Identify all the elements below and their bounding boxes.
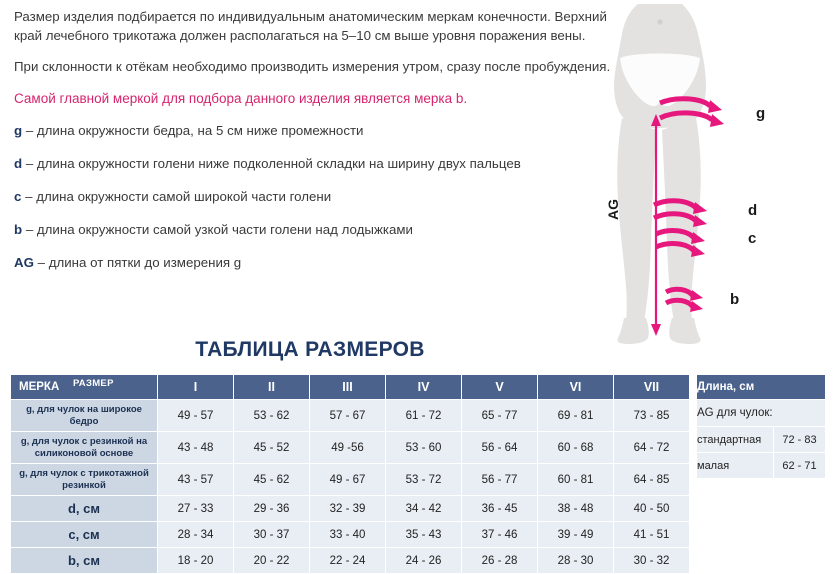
definition-key-g: g xyxy=(14,123,23,138)
definition-key-c: c xyxy=(14,189,22,204)
length-row-name-small: малая xyxy=(697,453,774,479)
table-corner-header xyxy=(11,375,158,400)
length-row-name-standard: стандартная xyxy=(697,427,774,453)
definition-key-d: d xyxy=(14,156,23,171)
row-label-g-wide: g, для чулок на широкое бедро xyxy=(11,400,158,432)
length-table-sub-row xyxy=(697,400,826,427)
cell-r1-c5: 60 - 68 xyxy=(538,432,614,464)
cell-r3-c2: 32 - 39 xyxy=(310,496,386,522)
cell-r0-c2: 57 - 67 xyxy=(310,400,386,432)
cell-r3-c6: 40 - 50 xyxy=(614,496,690,522)
length-row-value-standard: 72 - 83 xyxy=(774,427,826,453)
table-row xyxy=(11,464,690,496)
definition-text-c: – длина окружности самой широкой части голени xyxy=(21,189,332,204)
cell-r5-c0: 18 - 20 xyxy=(158,548,234,574)
definition-key-ag: AG xyxy=(14,255,34,270)
corner-label-razmer: РАЗМЕР xyxy=(73,378,114,389)
cell-r0-c0: 49 - 57 xyxy=(158,400,234,432)
cell-r4-c2: 33 - 40 xyxy=(310,522,386,548)
cell-r0-c1: 53 - 62 xyxy=(234,400,310,432)
cell-r2-c0: 43 - 57 xyxy=(158,464,234,496)
cell-r0-c4: 65 - 77 xyxy=(462,400,538,432)
cell-r1-c4: 56 - 64 xyxy=(462,432,538,464)
cell-r1-c3: 53 - 60 xyxy=(386,432,462,464)
cell-r3-c0: 27 - 33 xyxy=(158,496,234,522)
length-table xyxy=(696,374,826,479)
cell-r2-c4: 56 - 77 xyxy=(462,464,538,496)
paragraph-2: При склонности к отёкам необходимо производить измерения утром, сразу после пробуждения. xyxy=(14,59,611,74)
length-table-header: Длина, см xyxy=(697,375,826,400)
definition-text-g: – длина окружности бедра, на 5 см ниже промежности xyxy=(22,123,364,138)
accent-note: Самой главной меркой для подбора данного изделия является мерка b. xyxy=(14,90,468,106)
cell-r2-c3: 53 - 72 xyxy=(386,464,462,496)
column-header-6: VI xyxy=(538,375,614,400)
cell-r1-c6: 64 - 72 xyxy=(614,432,690,464)
table-row xyxy=(11,522,690,548)
definition-text-ag: – длина от пятки до измерения g xyxy=(33,255,242,270)
cell-r0-c3: 61 - 72 xyxy=(386,400,462,432)
cell-r2-c1: 45 - 62 xyxy=(234,464,310,496)
table-title: ТАБЛИЦА РАЗМЕРОВ xyxy=(195,338,425,361)
cell-r2-c5: 60 - 81 xyxy=(538,464,614,496)
column-header-1: I xyxy=(158,375,234,400)
paragraph-1: Размер изделия подбирается по индивидуальным анатомическим меркам конечности. Верхний край лечебного трикотажа должен располагаться на 5–10 см выше уровня поражения вены. xyxy=(14,9,607,43)
length-table-header-row xyxy=(697,375,826,400)
column-header-4: IV xyxy=(386,375,462,400)
figure-label-g: g xyxy=(756,105,766,122)
table-row xyxy=(697,453,826,479)
leg-measurement-diagram xyxy=(530,0,836,348)
cell-r5-c6: 30 - 32 xyxy=(614,548,690,574)
definition-ag xyxy=(14,254,614,272)
cell-r0-c5: 69 - 81 xyxy=(538,400,614,432)
row-label-g-knit: g, для чулок с трикотажной резинкой xyxy=(11,464,158,496)
cell-r3-c1: 29 - 36 xyxy=(234,496,310,522)
cell-r4-c4: 37 - 46 xyxy=(462,522,538,548)
cell-r2-c2: 49 - 67 xyxy=(310,464,386,496)
column-header-3: III xyxy=(310,375,386,400)
row-label-d: d, см xyxy=(11,496,158,522)
figure-label-d: d xyxy=(748,202,758,219)
table-row xyxy=(11,548,690,574)
definition-b xyxy=(14,221,614,239)
cell-r4-c0: 28 - 34 xyxy=(158,522,234,548)
cell-r1-c0: 43 - 48 xyxy=(158,432,234,464)
cell-r3-c3: 34 - 42 xyxy=(386,496,462,522)
cell-r5-c1: 20 - 22 xyxy=(234,548,310,574)
definition-text-d: – длина окружности голени ниже подколенной складки на ширину двух пальцев xyxy=(22,156,521,171)
cell-r1-c1: 45 - 52 xyxy=(234,432,310,464)
length-table-subheader: AG для чулок: xyxy=(697,400,826,427)
cell-r5-c3: 24 - 26 xyxy=(386,548,462,574)
definition-key-b: b xyxy=(14,222,23,237)
cell-r5-c2: 22 - 24 xyxy=(310,548,386,574)
column-header-5: V xyxy=(462,375,538,400)
row-label-c: c, см xyxy=(11,522,158,548)
table-row xyxy=(11,400,690,432)
cell-r1-c2: 49 -56 xyxy=(310,432,386,464)
cell-r5-c5: 28 - 30 xyxy=(538,548,614,574)
table-row xyxy=(697,427,826,453)
cell-r4-c3: 35 - 43 xyxy=(386,522,462,548)
figure-label-ag: AG xyxy=(605,199,621,220)
cell-r4-c5: 39 - 49 xyxy=(538,522,614,548)
figure-label-c: c xyxy=(748,230,757,247)
definition-d xyxy=(14,155,614,173)
definition-g xyxy=(14,122,614,140)
cell-r0-c6: 73 - 85 xyxy=(614,400,690,432)
cell-r3-c5: 38 - 48 xyxy=(538,496,614,522)
table-row xyxy=(11,432,690,464)
row-label-g-silicone: g, для чулок с резинкой на силиконовой основе xyxy=(11,432,158,464)
row-label-b: b, см xyxy=(11,548,158,574)
table-row xyxy=(11,496,690,522)
column-header-2: II xyxy=(234,375,310,400)
cell-r5-c4: 26 - 28 xyxy=(462,548,538,574)
cell-r4-c1: 30 - 37 xyxy=(234,522,310,548)
cell-r2-c6: 64 - 85 xyxy=(614,464,690,496)
figure-label-b: b xyxy=(730,291,740,308)
table-header-row xyxy=(11,375,690,400)
description-text-column xyxy=(14,8,614,287)
cell-r4-c6: 41 - 51 xyxy=(614,522,690,548)
size-table xyxy=(10,374,690,574)
column-header-7: VII xyxy=(614,375,690,400)
definition-c xyxy=(14,188,614,206)
measurement-definitions-list xyxy=(14,122,614,272)
cell-r3-c4: 36 - 45 xyxy=(462,496,538,522)
corner-label-merka: МЕРКА xyxy=(19,381,60,393)
length-row-value-small: 62 - 71 xyxy=(774,453,826,479)
definition-text-b: – длина окружности самой узкой части голени над лодыжками xyxy=(22,222,413,237)
